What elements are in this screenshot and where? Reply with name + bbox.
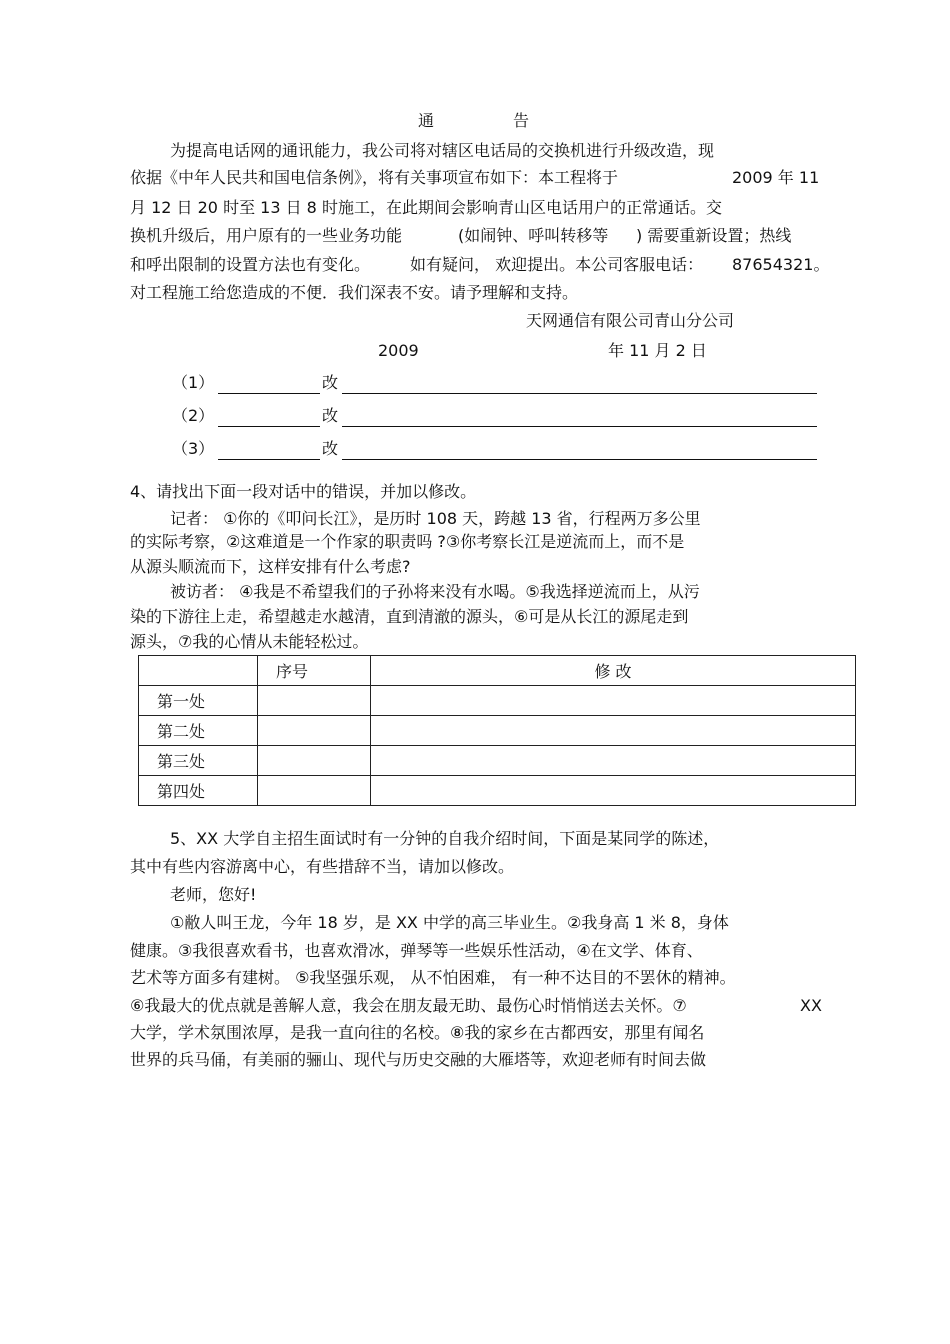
notice-line-4: 换机升级后，用户原有的一些业务功能 xyxy=(130,226,403,245)
notice-line-3: 月 12 日 20 时至 13 日 8 时施工，在此期间会影响青山区电话用户的正常通话。交 xyxy=(130,198,722,217)
notice-line-2: 依据《中年人民共和国电信条例》，将有关事项宣布如下：本工程将于 xyxy=(130,168,619,187)
q4-line-2: 的实际考察，②这难道是一个作家的职责吗 ?③你考察长江是逆流而上，而不是 xyxy=(130,532,685,551)
table-row-label: 第三处 xyxy=(139,746,258,776)
table-row xyxy=(139,746,856,776)
notice-phone: 87654321。 xyxy=(732,255,830,274)
notice-date-rest: 年 11 月 2 日 xyxy=(608,341,707,360)
correction-table xyxy=(138,655,856,806)
table-header-blank xyxy=(139,656,258,686)
correction-mid-1: 改 xyxy=(322,373,339,392)
q4-line-1: 记者： ①你的《叩问长江》，是历时 108 天，跨越 13 省，行程两万多公里 xyxy=(170,509,701,528)
table-header-row xyxy=(139,656,856,686)
table-cell-number[interactable] xyxy=(258,746,371,776)
q5-line-3: 老师，您好! xyxy=(170,885,257,904)
q4-line-3: 从源头顺流而下，这样安排有什么考虑? xyxy=(130,557,411,576)
notice-line-5: 和呼出限制的设置方法也有变化。 xyxy=(130,255,371,274)
table-cell-fix[interactable] xyxy=(371,776,856,806)
table-cell-number[interactable] xyxy=(258,716,371,746)
q5-line-7: ⑥我最大的优点就是善解人意，我会在朋友最无助、最伤心时悄悄送去关怀。⑦ xyxy=(130,996,687,1015)
q4-prompt: 4、请找出下面一段对话中的错误，并加以修改。 xyxy=(130,482,477,501)
q5-line-5: 健康。③我很喜欢看书，也喜欢滑冰，弹琴等一些娱乐性活动，④在文学、体育、 xyxy=(130,941,703,960)
table-row xyxy=(139,686,856,716)
q4-line-5: 染的下游往上走，希望越走水越清，直到清澈的源头，⑥可是从长江的源尾走到 xyxy=(130,607,689,626)
q4-line-4: 被访者： ④我是不希望我们的子孙将来没有水喝。⑤我选择逆流而上，从污 xyxy=(170,582,700,601)
q5-line-8: 大学，学术氛围浓厚，是我一直向往的名校。⑧我的家乡在古都西安，那里有闻名 xyxy=(130,1023,705,1042)
notice-date-year: 2009 xyxy=(378,341,419,360)
table-cell-number[interactable] xyxy=(258,686,371,716)
notice-title-left: 通 xyxy=(418,111,435,130)
correction-blank-3b[interactable] xyxy=(342,459,817,460)
q5-line-2: 其中有些内容游离中心，有些措辞不当，请加以修改。 xyxy=(130,857,515,876)
table-cell-fix[interactable] xyxy=(371,686,856,716)
correction-num-3: （3） xyxy=(172,439,215,458)
q5-line-9: 世界的兵马俑，有美丽的骊山、现代与历史交融的大雁塔等，欢迎老师有时间去做 xyxy=(130,1050,707,1069)
q5-line-4: ①敝人叫王龙，今年 18 岁，是 XX 中学的高三毕业生。②我身高 1 米 8，身体 xyxy=(170,913,729,932)
table-header-number: 序号 xyxy=(258,656,371,686)
correction-mid-2: 改 xyxy=(322,406,339,425)
table-header-fix: 修 改 xyxy=(371,656,856,686)
correction-blank-3a[interactable] xyxy=(218,459,320,460)
correction-num-2: （2） xyxy=(172,406,215,425)
correction-blank-1a[interactable] xyxy=(218,393,320,394)
correction-blank-1b[interactable] xyxy=(342,393,817,394)
notice-line-4-tail: ) 需要重新设置；热线 xyxy=(636,226,792,245)
table-row-label: 第一处 xyxy=(139,686,258,716)
q5-line-1: 5、XX 大学自主招生面试时有一分钟的自我介绍时间，下面是某同学的陈述， xyxy=(170,829,720,848)
notice-line-2-date: 2009 年 11 xyxy=(732,168,820,187)
notice-line-4-paren: (如闹钟、呼叫转移等 xyxy=(458,226,609,245)
q5-line-6: 艺术等方面多有建树。 ⑤我坚强乐观， 从不怕困难， 有一种不达目的不罢休的精神。 xyxy=(130,968,736,987)
table-row xyxy=(139,716,856,746)
table-row xyxy=(139,776,856,806)
notice-line-6: 对工程施工给您造成的不便．我们深表不安。请予理解和支持。 xyxy=(130,283,579,302)
table-row-label: 第二处 xyxy=(139,716,258,746)
correction-blank-2b[interactable] xyxy=(342,426,817,427)
table-cell-fix[interactable] xyxy=(371,746,856,776)
q4-line-6: 源头，⑦我的心情从未能轻松过。 xyxy=(130,632,369,651)
notice-line-5-mid: 如有疑问， 欢迎提出。本公司客服电话： xyxy=(410,255,704,274)
table-row-label: 第四处 xyxy=(139,776,258,806)
correction-blank-2a[interactable] xyxy=(218,426,320,427)
correction-num-1: （1） xyxy=(172,373,215,392)
correction-mid-3: 改 xyxy=(322,439,339,458)
notice-line-1: 为提高电话网的通讯能力，我公司将对辖区电话局的交换机进行升级改造，现 xyxy=(170,141,715,160)
notice-title-right: 告 xyxy=(513,111,530,130)
q5-line-7-tail: XX xyxy=(800,996,822,1015)
notice-signature: 天网通信有限公司青山分公司 xyxy=(526,311,735,330)
table-cell-number[interactable] xyxy=(258,776,371,806)
table-cell-fix[interactable] xyxy=(371,716,856,746)
